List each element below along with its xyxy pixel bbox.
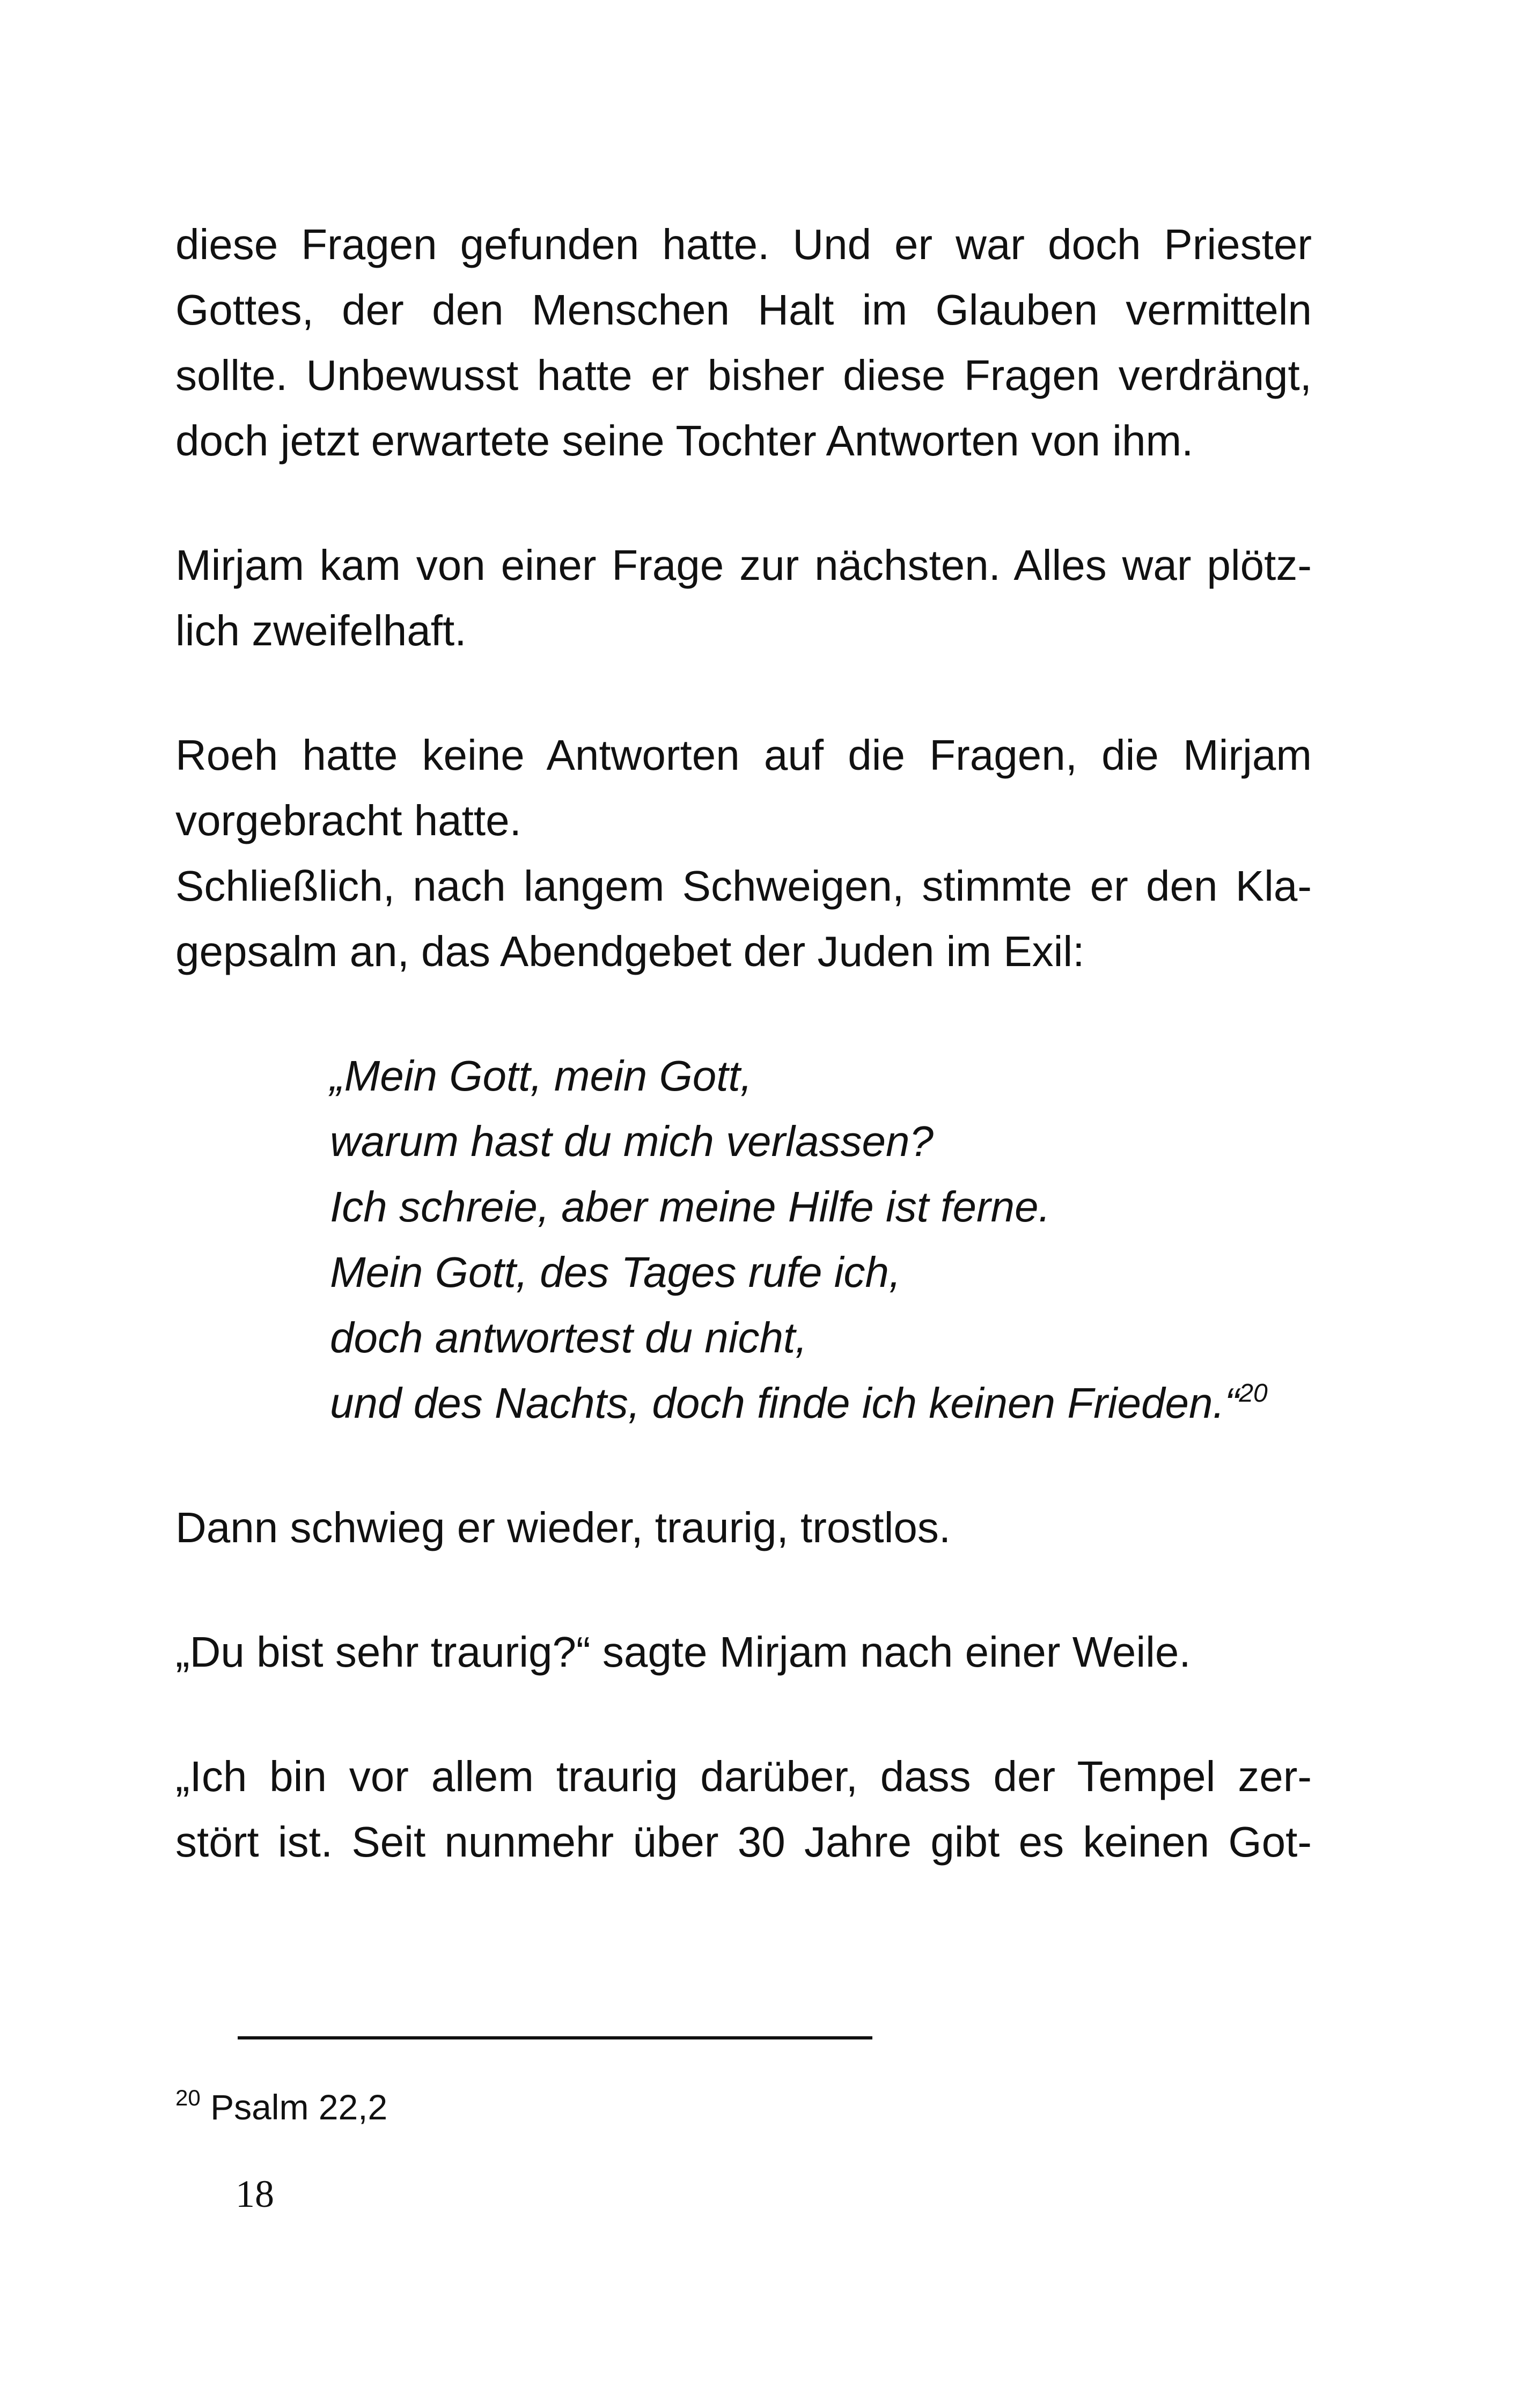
verse-line: „Mein Gott, mein Gott,	[330, 1052, 752, 1100]
footnote-reference: 20	[1239, 1379, 1268, 1408]
text-line: sollte. Unbewusst hatte er bisher diese Fragen verdrängt,	[175, 351, 1312, 399]
text-line: Gottes, der den Menschen Halt im Glauben vermitteln	[175, 286, 1312, 334]
verse-line: warum hast du mich verlassen?	[330, 1117, 934, 1165]
text-line: vorgebracht hatte.	[175, 797, 521, 844]
verse-line: Mein Gott, des Tages rufe ich,	[330, 1248, 901, 1296]
page-number: 18	[236, 2173, 274, 2215]
text-line: „Du bist sehr traurig?“ sagte Mirjam nach einer Weile.	[175, 1628, 1191, 1676]
verse-line-last	[330, 1371, 1268, 1436]
text-line: „Ich bin vor allem traurig darüber, dass der Tempel zer-	[175, 1752, 1312, 1800]
text-line: gepsalm an, das Abendgebet der Juden im Exil:	[175, 927, 1085, 975]
text-line: diese Fragen gefunden hatte. Und er war doch Priester	[175, 220, 1312, 268]
footnote-mark: 20	[175, 2085, 201, 2110]
text-line: lich zweifelhaft.	[175, 607, 467, 654]
text-line: Roeh hatte keine Antworten auf die Fragen, die Mirjam	[175, 731, 1312, 779]
verse-line: Ich schreie, aber meine Hilfe ist ferne.	[330, 1183, 1050, 1231]
text-line: Schließlich, nach langem Schweigen, stimmte er den Kla-	[175, 862, 1312, 910]
text-line: Mirjam kam von einer Frage zur nächsten. Alles war plötz-	[175, 541, 1312, 589]
verse-text: und des Nachts, doch finde ich keinen Frieden.“	[330, 1379, 1239, 1427]
verse-line: doch antwortest du nicht,	[330, 1314, 807, 1361]
text-line: doch jetzt erwartete seine Tochter Antworten von ihm.	[175, 417, 1194, 465]
footnote	[175, 2080, 387, 2134]
footnote-separator	[238, 2036, 872, 2039]
text-line: Dann schwieg er wieder, traurig, trostlos.	[175, 1504, 951, 1551]
footnote-text: Psalm 22,2	[210, 2087, 388, 2127]
text-line: stört ist. Seit nunmehr über 30 Jahre gibt es keinen Got-	[175, 1818, 1312, 1866]
